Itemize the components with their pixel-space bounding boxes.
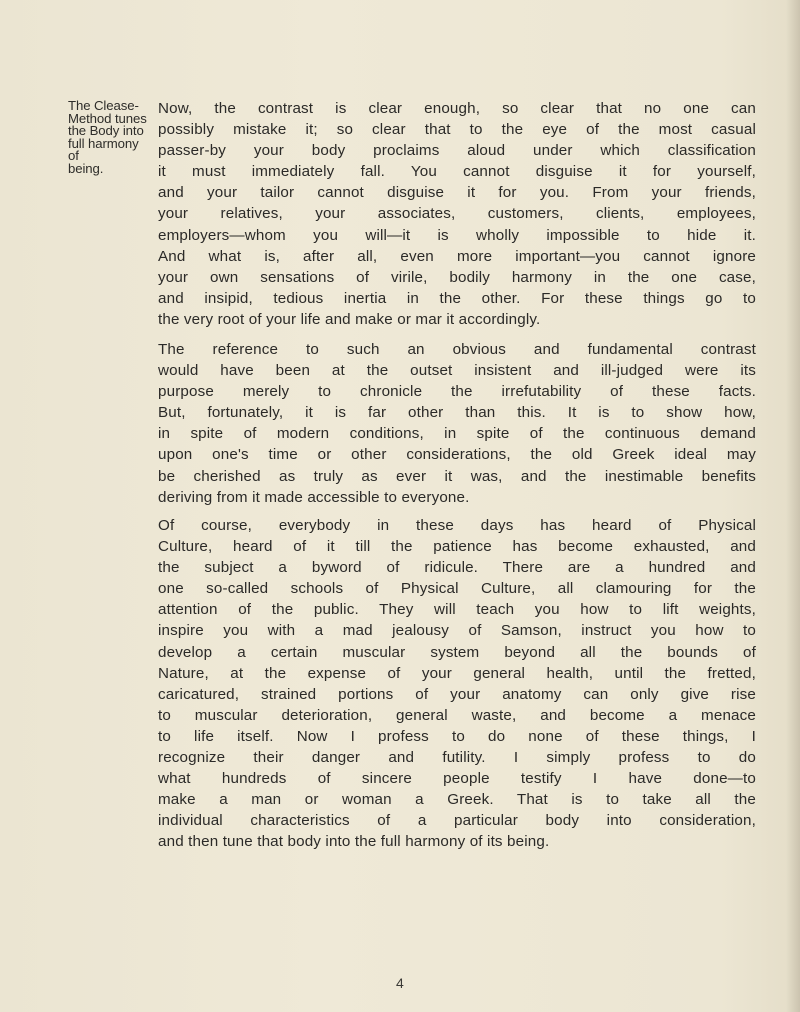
text-line: the very root of your life and make or mar it accordingly. [158,310,541,328]
text-line: make a man or woman a Greek. That is to take all the [158,791,756,809]
page-number: 4 [396,975,404,991]
text-line: develop a certain muscular system beyond all the bounds of [158,643,756,661]
text-line: purpose merely to chronicle the irrefutability of these facts. [158,383,756,401]
text-line: your own sensations of virile, bodily harmony in the one case, [158,268,756,286]
text-line: passer-by your body proclaims aloud under which classification [158,142,756,160]
text-line: and then tune that body into the full harmony of its being. [158,833,550,851]
text-line: in spite of modern conditions, in spite of the continuous demand [158,425,756,443]
text-line: attention of the public. They will teach you how to lift weights, [158,601,756,619]
text-line: employers—whom you will—it is wholly impossible to hide it. [158,226,756,244]
text-line: deriving from it made accessible to everyone. [158,488,470,506]
text-line: recognize their danger and futility. I simply profess to do [158,749,756,767]
paragraph-3 [158,515,756,853]
text-line: be cherished as truly as ever it was, and the inestimable benefits [158,467,756,485]
paragraph-1 [158,98,756,330]
text-line: one so-called schools of Physical Culture, all clamouring for the [158,580,756,598]
text-line: And what is, after all, even more important—you cannot ignore [158,247,756,265]
text-line: the subject a byword of ridicule. There are a hundred and [158,559,756,577]
margin-sidenote: The Clease- Method tunes the Body into full harmony of being. [68,98,147,176]
text-line: inspire you with a mad jealousy of Samson, instruct you how to [158,622,756,640]
text-line: The reference to such an obvious and fundamental contrast [158,341,756,358]
text-line: upon one's time or other considerations, the old Greek ideal may [158,446,756,464]
paragraph-2 [158,339,756,508]
text-line: individual characteristics of a particular body into consideration, [158,812,756,830]
text-line: Culture, heard of it till the patience has become exhausted, and [158,538,756,556]
text-line: and insipid, tedious inertia in the other. For these things go to [158,289,756,307]
text-line: would have been at the outset insistent and ill-judged were its [158,362,756,380]
text-line: Nature, at the expense of your general health, until the fretted, [158,664,756,682]
text-line: But, fortunately, it is far other than this. It is to show how, [158,404,756,422]
text-line: to muscular deterioration, general waste, and become a menace [158,706,756,724]
text-line: to life itself. Now I profess to do none of these things, I [158,727,756,745]
text-line: your relatives, your associates, customers, clients, employees, [158,205,756,223]
text-line: Now, the contrast is clear enough, so clear that no one can [158,100,756,117]
text-line: Of course, everybody in these days has heard of Physical [158,517,756,534]
text-line: possibly mistake it; so clear that to the eye of the most casual [158,121,756,139]
text-line: and your tailor cannot disguise it for you. From your friends, [158,184,756,202]
text-line: what hundreds of sincere people testify I have done—to [158,770,756,788]
text-line: caricatured, strained portions of your anatomy can only give rise [158,685,756,703]
text-line: it must immediately fall. You cannot disguise it for yourself, [158,163,756,181]
